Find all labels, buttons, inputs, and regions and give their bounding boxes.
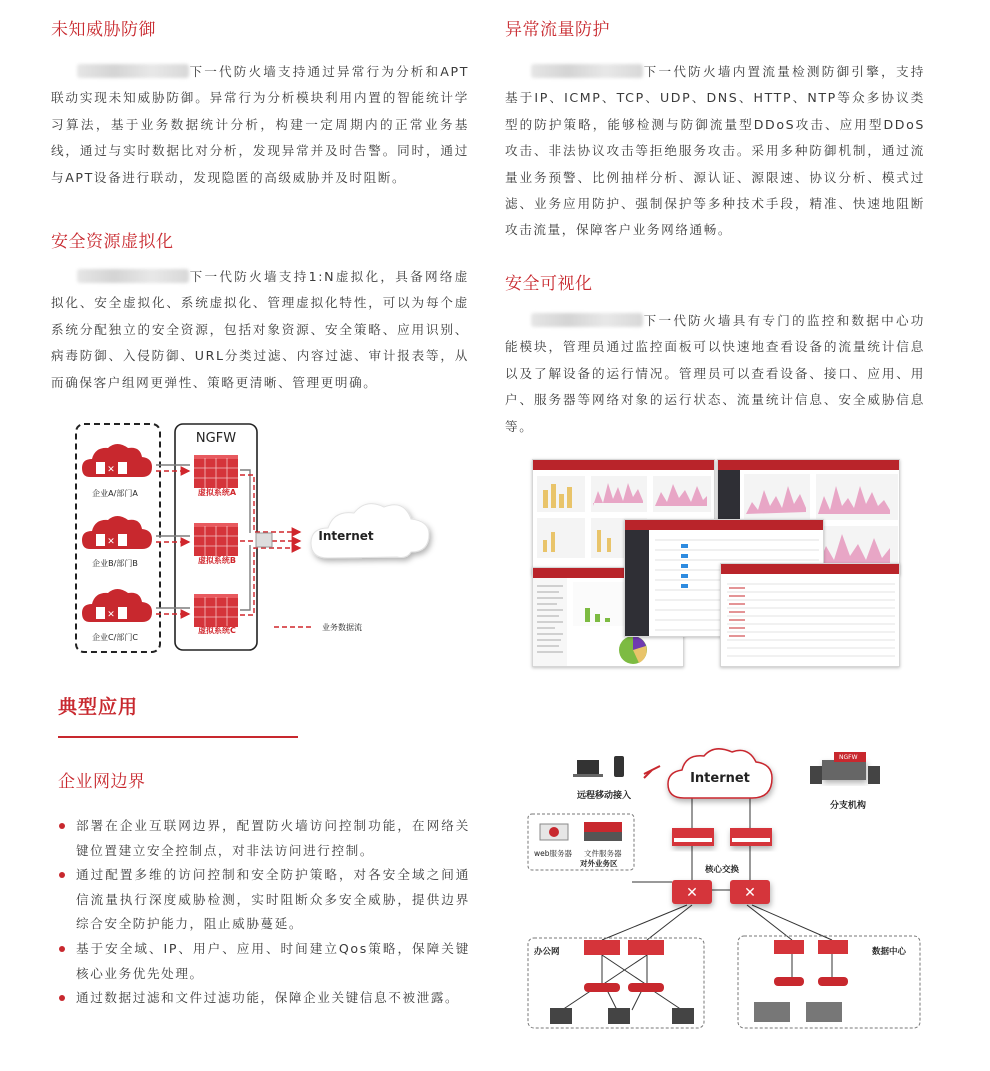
web-server-label: web服务器	[534, 849, 573, 858]
sub-title-boundary: 企业网边界	[58, 772, 146, 792]
tenant-cloud-b	[82, 516, 152, 549]
office-firewall-icon	[584, 940, 620, 955]
list-item: 基于安全域、IP、用户、应用、时间建立Qos策略，保障关键核心业务优先处理。	[58, 937, 470, 986]
web-server-icon	[540, 824, 568, 840]
wireless-link-icon	[644, 766, 660, 778]
svg-text:✕: ✕	[686, 885, 698, 901]
core-switch-icon	[672, 880, 712, 904]
remote-label: 远程移动接入	[577, 791, 632, 801]
vsys-label-b: 虚拟系统B	[197, 556, 237, 565]
section-text-visual-body: 下一代防火墙具有专门的监控和数据中心功能模块，管理员通过监控面板可以快速地查看设备的流量统计信息以及了解设备的运行情况。管理员可以查看设备、接口、应用、用户、服务器等网络对象的运行状态、流量统计信息、安全威胁信息等。	[505, 313, 925, 434]
section-text-traffic	[505, 59, 925, 244]
switch-icon	[256, 533, 272, 547]
heading-divider	[58, 736, 298, 738]
vsys-label-c: 虚拟系统C	[198, 626, 236, 635]
svg-text:✕: ✕	[744, 885, 756, 901]
dc-server-icon	[754, 1002, 790, 1022]
branch-label: 分支机构	[829, 801, 867, 811]
section-title-traffic: 异常流量防护	[505, 20, 610, 40]
ngfw-label: NGFW	[195, 431, 237, 446]
section-text-virtualization	[51, 264, 469, 396]
blurred-brand	[531, 313, 643, 327]
laptop-icon	[573, 760, 603, 777]
section-text-unknown-threat-body: 下一代防火墙支持通过异常行为分析和APT联动实现未知威胁防御。异常行为分析模块利用内置的智能统计学习算法，基于业务数据统计分析，构建一定周期内的正常业务基线，通过与实时数据比对分析，发现异常并及时告警。同时，通过与APT设备进行联动，发现隐匿的高级威胁并及时阻断。	[51, 64, 469, 185]
tenant-label-a: 企业A/部门A	[92, 489, 138, 498]
office-switch-icon	[584, 983, 620, 992]
list-item: 通过数据过滤和文件过滤功能，保障企业关键信息不被泄露。	[58, 986, 470, 1011]
vsys-icon-b	[194, 523, 238, 556]
section-text-virtualization-body: 下一代防火墙支持1:N虚拟化，具备网络虚拟化、安全虚拟化、系统虚拟化、管理虚拟化特性，可以为每个虚系统分配独立的安全资源，包括对象资源、安全策略、应用识别、病毒防御、入侵防御、URL分类过滤、内容过滤、审计报表等，从而确保客户组网更弹性、策略更清晰、管理更明确。	[51, 269, 469, 390]
tenant-cloud-c	[82, 589, 152, 622]
vsys-icon-c	[194, 594, 238, 627]
dc-switch-icon	[818, 940, 848, 954]
legend-label: 业务数据流	[322, 623, 362, 632]
svg-text:✕: ✕	[107, 465, 115, 475]
core-label: 核心交换	[704, 865, 740, 875]
section-title-visual: 安全可视化	[505, 274, 593, 294]
dc-server-icon	[806, 1002, 842, 1022]
heading-typical: 典型应用	[58, 696, 139, 718]
office-pc-icon	[550, 1008, 572, 1024]
blurred-brand	[77, 64, 189, 78]
dmz-label: 对外业务区	[580, 859, 618, 868]
topology-diagram	[522, 740, 932, 1040]
section-text-visual	[505, 308, 925, 440]
ngfw-firewall-icon	[730, 828, 772, 846]
section-title-virtualization: 安全资源虚拟化	[51, 232, 174, 252]
office-pc-icon	[608, 1008, 630, 1024]
blurred-brand	[531, 64, 643, 78]
dc-router-icon	[774, 977, 804, 986]
list-item: 通过配置多维的访问控制和安全防护策略，对各安全域之间通信流量执行深度威胁检测，实时阻断众多安全威胁，提供边界综合安全防护能力，阻止威胁蔓延。	[58, 863, 470, 937]
tenant-cloud-a	[82, 444, 152, 477]
tenant-label-c: 企业C/部门C	[92, 633, 138, 642]
dashboard-screenshot	[720, 563, 900, 667]
datacenter-label: 数据中心	[872, 947, 907, 957]
dc-switch-icon	[774, 940, 804, 954]
phone-icon	[614, 756, 624, 777]
topology-internet-label: Internet	[690, 771, 750, 786]
dc-router-icon	[818, 977, 848, 986]
tenant-label-b: 企业B/部门B	[92, 559, 138, 568]
svg-text:✕: ✕	[107, 610, 115, 620]
office-pc-icon	[672, 1008, 694, 1024]
dashboard-collage	[532, 459, 900, 667]
vsys-icon-a	[194, 455, 238, 488]
core-switch-icon	[730, 880, 770, 904]
list-item: 部署在企业互联网边界，配置防火墙访问控制功能，在网络关键位置建立安全控制点，对非法访问进行控制。	[58, 814, 470, 863]
blurred-brand	[77, 269, 189, 283]
vsys-label-a: 虚拟系统A	[197, 488, 237, 497]
file-server-icon	[584, 822, 622, 841]
ngfw-firewall-icon	[672, 828, 714, 846]
bullet-list	[58, 814, 470, 1011]
office-label: 办公网	[534, 947, 560, 957]
section-text-unknown-threat	[51, 59, 469, 191]
file-server-label: 文件服务器	[584, 849, 622, 858]
internet-label: Internet	[318, 529, 374, 543]
svg-text:✕: ✕	[107, 537, 115, 547]
office-switch-icon	[628, 983, 664, 992]
vsys-diagram	[60, 415, 480, 660]
section-title-unknown-threat: 未知威胁防御	[51, 20, 156, 40]
section-text-traffic-body: 下一代防火墙内置流量检测防御引擎，支持基于IP、ICMP、TCP、UDP、DNS、HTTP、NTP等众多协议类型的防护策略，能够检测与防御流量型DDoS攻击、应用型DDoS攻击、非法协议攻击等拒绝服务攻击。采用多种防御机制，通过流量业务预警、比例抽样分析、源认证、源限速、协议分析、模式过滤、业务应用防护、强制保护等多种技术手段，精准、快速地阻断攻击流量，保障客户业务网络通畅。	[505, 64, 925, 238]
branch-ngfw-badge: NGFW	[839, 754, 858, 761]
office-firewall-icon	[628, 940, 664, 955]
